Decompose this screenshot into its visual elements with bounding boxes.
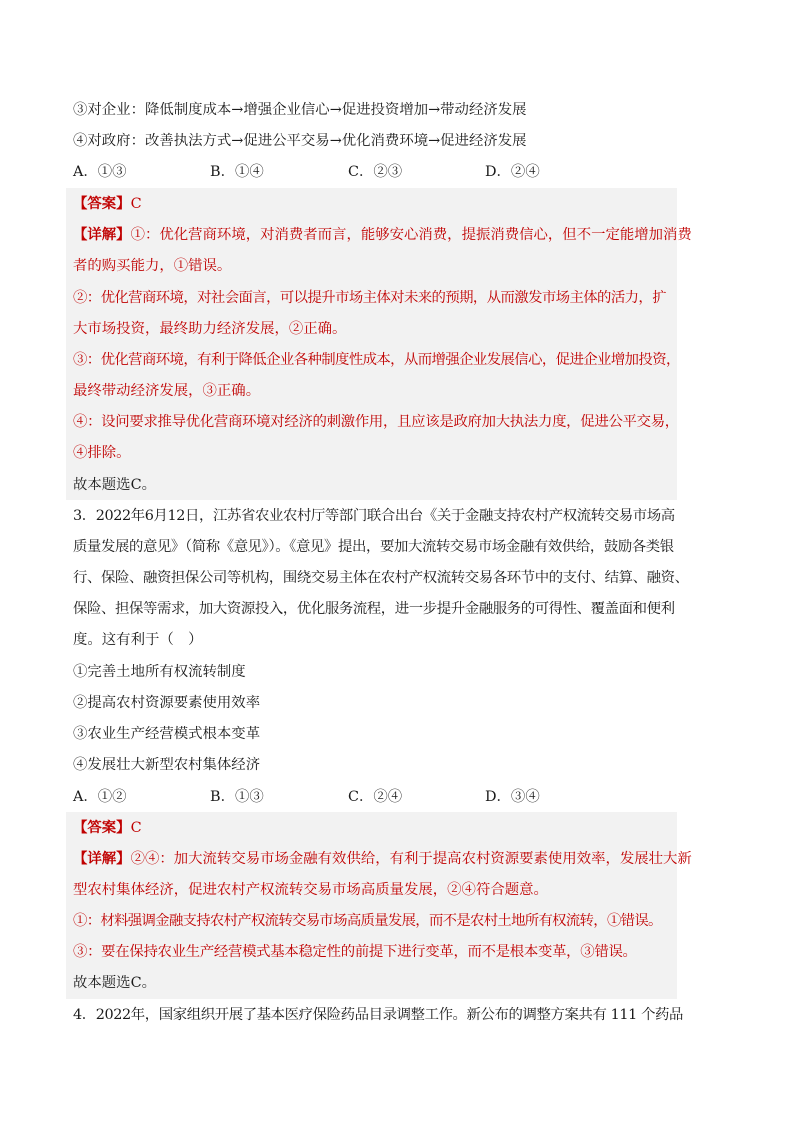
q2-conclusion: 故本题选C。 [73,477,156,493]
q2-statement-3: ③对企业：降低制度成本→增强企业信心→促进投资增加→带动经济发展 [73,102,527,118]
q2-detail-line-6: 最终带动经济发展，③正确。 [73,383,261,399]
q3-detail-line-1 [73,849,692,869]
q3-choice-b: B．①③ [210,789,264,805]
q3-stem-line-5: 度。这有利于（ ） [73,632,203,648]
q2-detail-line-8: ④排除。 [73,445,131,461]
q3-stem-line-1: 3．2022年6月12日，江苏省农业农村厅等部门联合出台《关于金融支持农村产权流转交易市场高 [73,508,675,524]
q2-choice-a: A．①③ [73,164,127,180]
q3-answer [73,818,142,838]
detail-label: 【详解】 [73,226,131,243]
q3-choice-c: C．②④ [348,789,403,805]
q3-answer-block [66,812,677,999]
q3-stem-line-3: 行、保险、融资担保公司等机构，围绕交易主体在农村产权流转交易各环节中的支付、结算、融资、 [73,570,689,586]
q2-detail-line-2: 者的购买能力，①错误。 [73,258,232,274]
answer-value: C [130,196,142,212]
q3-detail-line-4: ③：要在保持农业生产经营模式基本稳定性的前提下进行变革，而不是根本变革，③错误。 [73,944,637,960]
answer-label: 【答案】 [73,195,131,212]
q3-statement-3: ③农业生产经营模式根本变革 [73,726,261,742]
q3-detail-line-2: 型农村集体经济，促进农村产权流转交易市场高质量发展，②④符合题意。 [73,882,548,898]
q3-stem-line-2: 质量发展的意见》（简称《意见》）。《意见》提出，要加大流转交易市场金融有效供给，鼓励各类银 [73,539,674,555]
q4-stem-line-1: 4．2022年，国家组织开展了基本医疗保险药品目录调整工作。新公布的调整方案共有 111 个药品 [73,1007,684,1023]
q2-detail-line-1 [73,225,692,245]
q3-statement-2: ②提高农村资源要素使用效率 [73,695,261,711]
q3-stem-line-4: 保险、担保等需求，加大资源投入，优化服务流程，进一步提升金融服务的可得性、覆盖面和便利 [73,601,675,617]
q2-detail-line-7: ④：设问要求推导优化营商环境对经济的刺激作用，且应该是政府加大执法力度，促进公平交易， [73,414,679,430]
detail-text: ②④：加大流转交易市场金融有效供给，有利于提高农村资源要素使用效率，发展壮大新 [130,851,692,867]
q2-detail-line-4: 大市场投资，最终助力经济发展，②正确。 [73,321,347,337]
answer-value: C [130,820,142,836]
q2-detail-line-5: ③：优化营商环境，有利于降低企业各种制度性成本，从而增强企业发展信心，促进企业增加投资， [73,352,680,368]
q3-choice-d: D．③④ [485,789,540,805]
q3-detail-line-3: ①：材料强调金融支持农村产权流转交易市场高质量发展，而不是农村土地所有权流转，①错误。 [73,913,662,929]
q2-statement-4: ④对政府：改善执法方式→促进公平交易→优化消费环境→促进经济发展 [73,133,527,149]
q3-statement-4: ④发展壮大新型农村集体经济 [73,757,261,773]
q3-choice-a: A．①② [73,789,127,805]
q2-detail-line-3: ②：优化营商环境，对社会面言，可以提升市场主体对未来的预期，从而激发市场主体的活力，扩 [73,290,667,306]
q2-choice-d: D．②④ [485,164,540,180]
q2-choice-c: C．②③ [348,164,403,180]
q3-conclusion: 故本题选C。 [73,975,156,991]
answer-label: 【答案】 [73,819,131,836]
q2-choice-b: B．①④ [210,164,264,180]
q3-statement-1: ①完善土地所有权流转制度 [73,664,246,680]
q2-answer [73,194,142,214]
detail-text: ①：优化营商环境，对消费者而言，能够安心消费，提振消费信心，但不一定能增加消费 [130,227,692,243]
detail-label: 【详解】 [73,850,131,867]
